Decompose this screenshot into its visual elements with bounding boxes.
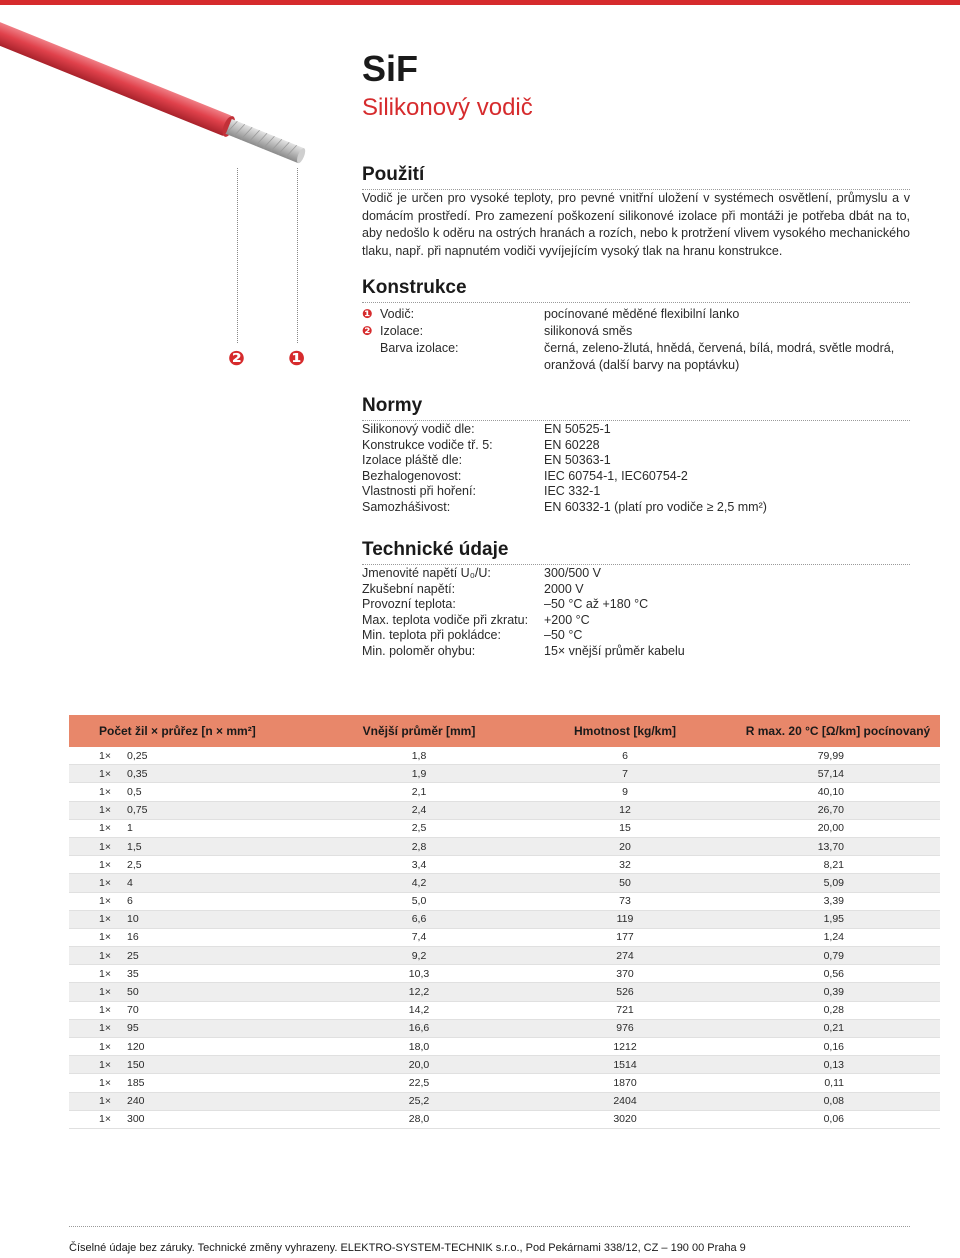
norm-value: EN 60332-1 (platí pro vodiče ≥ 2,5 mm²) — [544, 499, 767, 514]
bullet-2: ❷ — [362, 324, 373, 338]
col-header-cores: Počet žil × průřez [n × mm²] — [69, 715, 324, 747]
cell-weight: 9 — [514, 783, 736, 801]
norm-row — [362, 500, 910, 516]
table-row — [69, 910, 940, 928]
cell-resistance: 0,13 — [736, 1056, 940, 1074]
cell-diameter: 6,6 — [324, 910, 514, 928]
norm-value: IEC 332-1 — [544, 484, 601, 498]
page-subtitle: Silikonový vodič — [362, 94, 533, 121]
table-row — [69, 783, 940, 801]
cell-cross-section: 185 — [127, 1076, 145, 1089]
cell-diameter: 12,2 — [324, 983, 514, 1001]
cell-resistance: 0,08 — [736, 1092, 940, 1110]
construction-row — [362, 323, 910, 340]
cell-diameter: 20,0 — [324, 1056, 514, 1074]
tech-value: +200 °C — [544, 612, 590, 627]
cell-cross-section: 150 — [127, 1058, 145, 1071]
norm-row — [362, 438, 910, 454]
cell-resistance: 1,24 — [736, 928, 940, 946]
table-row — [69, 947, 940, 965]
cell-weight: 1212 — [514, 1038, 736, 1056]
cell-cross-section: 300 — [127, 1113, 145, 1126]
leader-line-1 — [297, 168, 298, 343]
cell-resistance: 5,09 — [736, 874, 940, 892]
cell-diameter: 1,8 — [324, 747, 514, 765]
cell-weight: 177 — [514, 928, 736, 946]
cell-cross-section: 4 — [127, 876, 133, 889]
tech-value: 15× vnější průměr kabelu — [544, 643, 685, 658]
marker-1: ❶ — [288, 348, 305, 370]
footer-divider — [69, 1226, 910, 1227]
cell-cores — [69, 1110, 324, 1128]
norm-label: Konstrukce vodiče tř. 5: — [362, 437, 493, 452]
cell-resistance: 20,00 — [736, 819, 940, 837]
page-title: SiF — [362, 48, 419, 89]
table-row — [69, 1038, 940, 1056]
cell-diameter: 4,2 — [324, 874, 514, 892]
tech-value: –50 °C až +180 °C — [544, 597, 649, 611]
usage-text: Vodič je určen pro vysoké teploty, pro pevné vnitřní uložení v systémech osvětlení, průmyslu a v domácím prostředí. Pro zamezení poškození silikonové izolace při montáži je potřeba dbát na to, aby nedošlo k oděru na ostrých hranách a rozích, nebo k protržení vlivem vysokého mechanického tlaku, např. při napnutém vodiči vyvíjejícím vysoký tlak na hranu konstrukce. — [362, 191, 910, 258]
footer-text: Číselné údaje bez záruky. Technické změny vyhrazeny. ELEKTRO-SYSTEM-TECHNIK s.r.o., Pod Pekárnami 338/12, CZ – 190 00 Praha 9 — [69, 1242, 746, 1254]
table-body — [69, 747, 940, 1128]
cell-core-count: 1× — [99, 1095, 111, 1108]
cell-weight: 526 — [514, 983, 736, 1001]
table-row — [69, 837, 940, 855]
cell-cross-section: 10 — [127, 913, 139, 926]
cell-cross-section: 120 — [127, 1040, 145, 1053]
top-accent-bar — [0, 0, 960, 5]
tech-row — [362, 644, 910, 660]
cell-diameter: 18,0 — [324, 1038, 514, 1056]
cell-cores — [69, 1038, 324, 1056]
cell-diameter: 2,5 — [324, 819, 514, 837]
spec-table — [69, 715, 940, 1129]
construction-value: černá, zeleno-žlutá, hnědá, červená, bílá, modrá, světle modrá, oranžová (další barvy na poptávku) — [544, 341, 895, 372]
cell-cores — [69, 910, 324, 928]
col-header-weight: Hmotnost [kg/km] — [514, 715, 736, 747]
norm-value: IEC 60754-1, IEC60754-2 — [544, 468, 688, 483]
construction-value: silikonová směs — [544, 324, 633, 338]
cell-cores — [69, 1092, 324, 1110]
tech-value: 300/500 V — [544, 566, 601, 580]
cell-resistance: 13,70 — [736, 837, 940, 855]
tech-label: Provozní teplota: — [362, 597, 456, 611]
cell-weight: 7 — [514, 765, 736, 783]
cell-cores — [69, 928, 324, 946]
cell-cores — [69, 747, 324, 765]
cell-cores — [69, 874, 324, 892]
cell-cores — [69, 856, 324, 874]
technical-list — [362, 566, 910, 659]
cell-core-count: 1× — [99, 1113, 111, 1126]
cell-cores — [69, 1001, 324, 1019]
cell-cross-section: 70 — [127, 1004, 139, 1017]
cell-core-count: 1× — [99, 749, 111, 762]
cell-cores — [69, 837, 324, 855]
cell-weight: 2404 — [514, 1092, 736, 1110]
table-row — [69, 1092, 940, 1110]
cell-core-count: 1× — [99, 1040, 111, 1053]
cell-core-count: 1× — [99, 895, 111, 908]
cell-resistance: 40,10 — [736, 783, 940, 801]
cell-core-count: 1× — [99, 1022, 111, 1035]
cell-weight: 1870 — [514, 1074, 736, 1092]
cell-diameter: 10,3 — [324, 965, 514, 983]
tech-value: 2000 V — [544, 581, 584, 596]
cell-resistance: 0,21 — [736, 1019, 940, 1037]
norm-label: Vlastnosti při hoření: — [362, 484, 476, 498]
cell-diameter: 16,6 — [324, 1019, 514, 1037]
cell-cross-section: 50 — [127, 986, 139, 999]
cell-resistance: 8,21 — [736, 856, 940, 874]
tech-row — [362, 628, 910, 644]
table-row — [69, 874, 940, 892]
cell-cross-section: 35 — [127, 967, 139, 980]
cell-cores — [69, 1074, 324, 1092]
cell-cores — [69, 892, 324, 910]
cell-diameter: 5,0 — [324, 892, 514, 910]
cell-core-count: 1× — [99, 949, 111, 962]
construction-heading: Konstrukce — [362, 277, 910, 303]
cell-diameter: 2,4 — [324, 801, 514, 819]
norm-value: EN 50525-1 — [544, 422, 611, 436]
cell-weight: 50 — [514, 874, 736, 892]
cell-cross-section: 0,25 — [127, 749, 148, 762]
construction-list — [362, 306, 910, 374]
tech-row — [362, 566, 910, 582]
cell-diameter: 2,8 — [324, 837, 514, 855]
norm-label: Samozhášivost: — [362, 499, 451, 514]
insulation-shape — [0, 20, 233, 137]
cell-resistance: 3,39 — [736, 892, 940, 910]
tech-label: Min. poloměr ohybu: — [362, 643, 476, 658]
cell-cross-section: 0,35 — [127, 767, 148, 780]
cell-core-count: 1× — [99, 858, 111, 871]
cell-cores — [69, 1056, 324, 1074]
tech-row — [362, 613, 910, 629]
norms-heading: Normy — [362, 395, 910, 421]
cell-resistance: 0,06 — [736, 1110, 940, 1128]
tech-row — [362, 582, 910, 598]
leader-line-2 — [237, 168, 238, 343]
norms-list — [362, 422, 910, 515]
table-row — [69, 1074, 940, 1092]
cell-cross-section: 25 — [127, 949, 139, 962]
cell-cross-section: 95 — [127, 1022, 139, 1035]
table-row — [69, 892, 940, 910]
tech-label: Max. teplota vodiče při zkratu: — [362, 612, 529, 627]
cell-core-count: 1× — [99, 1004, 111, 1017]
table-row — [69, 1110, 940, 1128]
construction-value: pocínované měděné flexibilní lanko — [544, 307, 740, 321]
cell-diameter: 22,5 — [324, 1074, 514, 1092]
norm-label: Izolace pláště dle: — [362, 453, 463, 467]
cell-cross-section: 1 — [127, 822, 133, 835]
cell-diameter: 28,0 — [324, 1110, 514, 1128]
construction-row — [362, 306, 910, 323]
table-row — [69, 928, 940, 946]
cell-diameter: 25,2 — [324, 1092, 514, 1110]
cell-cores — [69, 765, 324, 783]
cell-weight: 721 — [514, 1001, 736, 1019]
cell-cross-section: 16 — [127, 931, 139, 944]
construction-label: Vodič: — [380, 307, 415, 321]
marker-2: ❷ — [228, 348, 245, 370]
tech-value: –50 °C — [544, 628, 583, 642]
cell-core-count: 1× — [99, 1076, 111, 1089]
cell-resistance: 0,79 — [736, 947, 940, 965]
cell-resistance: 57,14 — [736, 765, 940, 783]
cell-core-count: 1× — [99, 967, 111, 980]
cell-weight: 73 — [514, 892, 736, 910]
cell-cores — [69, 947, 324, 965]
technical-heading: Technické údaje — [362, 539, 910, 565]
cell-cross-section: 0,75 — [127, 804, 148, 817]
cell-cross-section: 6 — [127, 895, 133, 908]
col-header-resistance: R max. 20 °C [Ω/km] pocínovaný — [736, 715, 940, 747]
cell-cores — [69, 965, 324, 983]
norm-row — [362, 469, 910, 485]
table-row — [69, 801, 940, 819]
table-row — [69, 747, 940, 765]
norm-label: Silikonový vodič dle: — [362, 422, 475, 436]
norm-value: EN 50363-1 — [544, 453, 611, 467]
norm-row — [362, 422, 910, 438]
cell-weight: 3020 — [514, 1110, 736, 1128]
cell-weight: 12 — [514, 801, 736, 819]
table-row — [69, 1019, 940, 1037]
cell-cores — [69, 1019, 324, 1037]
cell-core-count: 1× — [99, 804, 111, 817]
tech-label: Jmenovité napětí U₀/U: — [362, 566, 491, 580]
cable-illustration — [0, 20, 330, 190]
tech-label: Min. teplota při pokládce: — [362, 628, 501, 642]
construction-label: Izolace: — [380, 324, 424, 338]
cell-resistance: 0,28 — [736, 1001, 940, 1019]
cell-weight: 6 — [514, 747, 736, 765]
cell-core-count: 1× — [99, 840, 111, 853]
norm-label: Bezhalogenovost: — [362, 468, 462, 483]
norm-row — [362, 453, 910, 469]
table-row — [69, 1001, 940, 1019]
cell-core-count: 1× — [99, 913, 111, 926]
tech-label: Zkušební napětí: — [362, 581, 456, 596]
cell-core-count: 1× — [99, 1058, 111, 1071]
col-header-diameter: Vnější průměr [mm] — [324, 715, 514, 747]
cell-diameter: 14,2 — [324, 1001, 514, 1019]
cell-core-count: 1× — [99, 986, 111, 999]
cell-cross-section: 240 — [127, 1095, 145, 1108]
cell-resistance: 0,39 — [736, 983, 940, 1001]
table-row — [69, 965, 940, 983]
cell-core-count: 1× — [99, 785, 111, 798]
cell-diameter: 9,2 — [324, 947, 514, 965]
cell-cores — [69, 983, 324, 1001]
cell-core-count: 1× — [99, 767, 111, 780]
construction-label: Barva izolace: — [380, 341, 459, 355]
cell-weight: 370 — [514, 965, 736, 983]
cell-cross-section: 0,5 — [127, 785, 142, 798]
cell-resistance: 1,95 — [736, 910, 940, 928]
cell-resistance: 0,16 — [736, 1038, 940, 1056]
cell-resistance: 26,70 — [736, 801, 940, 819]
cell-diameter: 2,1 — [324, 783, 514, 801]
cell-diameter: 3,4 — [324, 856, 514, 874]
cell-cross-section: 2,5 — [127, 858, 142, 871]
cell-cores — [69, 819, 324, 837]
cell-weight: 20 — [514, 837, 736, 855]
cell-cores — [69, 783, 324, 801]
cell-weight: 15 — [514, 819, 736, 837]
conductor-shape — [226, 119, 304, 163]
table-row — [69, 765, 940, 783]
usage-heading: Použití — [362, 164, 910, 190]
cell-diameter: 1,9 — [324, 765, 514, 783]
cell-resistance: 0,56 — [736, 965, 940, 983]
norm-row — [362, 484, 910, 500]
cell-core-count: 1× — [99, 876, 111, 889]
table-header-row — [69, 715, 940, 747]
table-row — [69, 983, 940, 1001]
cell-weight: 976 — [514, 1019, 736, 1037]
cell-core-count: 1× — [99, 822, 111, 835]
cell-weight: 119 — [514, 910, 736, 928]
table-row — [69, 819, 940, 837]
norm-value: EN 60228 — [544, 437, 600, 452]
cell-weight: 274 — [514, 947, 736, 965]
bullet-1: ❶ — [362, 307, 373, 321]
cell-core-count: 1× — [99, 931, 111, 944]
construction-row — [362, 340, 910, 374]
cell-cross-section: 1,5 — [127, 840, 142, 853]
cell-weight: 1514 — [514, 1056, 736, 1074]
cell-weight: 32 — [514, 856, 736, 874]
cell-resistance: 79,99 — [736, 747, 940, 765]
cell-cores — [69, 801, 324, 819]
table-row — [69, 1056, 940, 1074]
cell-resistance: 0,11 — [736, 1074, 940, 1092]
cell-diameter: 7,4 — [324, 928, 514, 946]
table-row — [69, 856, 940, 874]
tech-row — [362, 597, 910, 613]
